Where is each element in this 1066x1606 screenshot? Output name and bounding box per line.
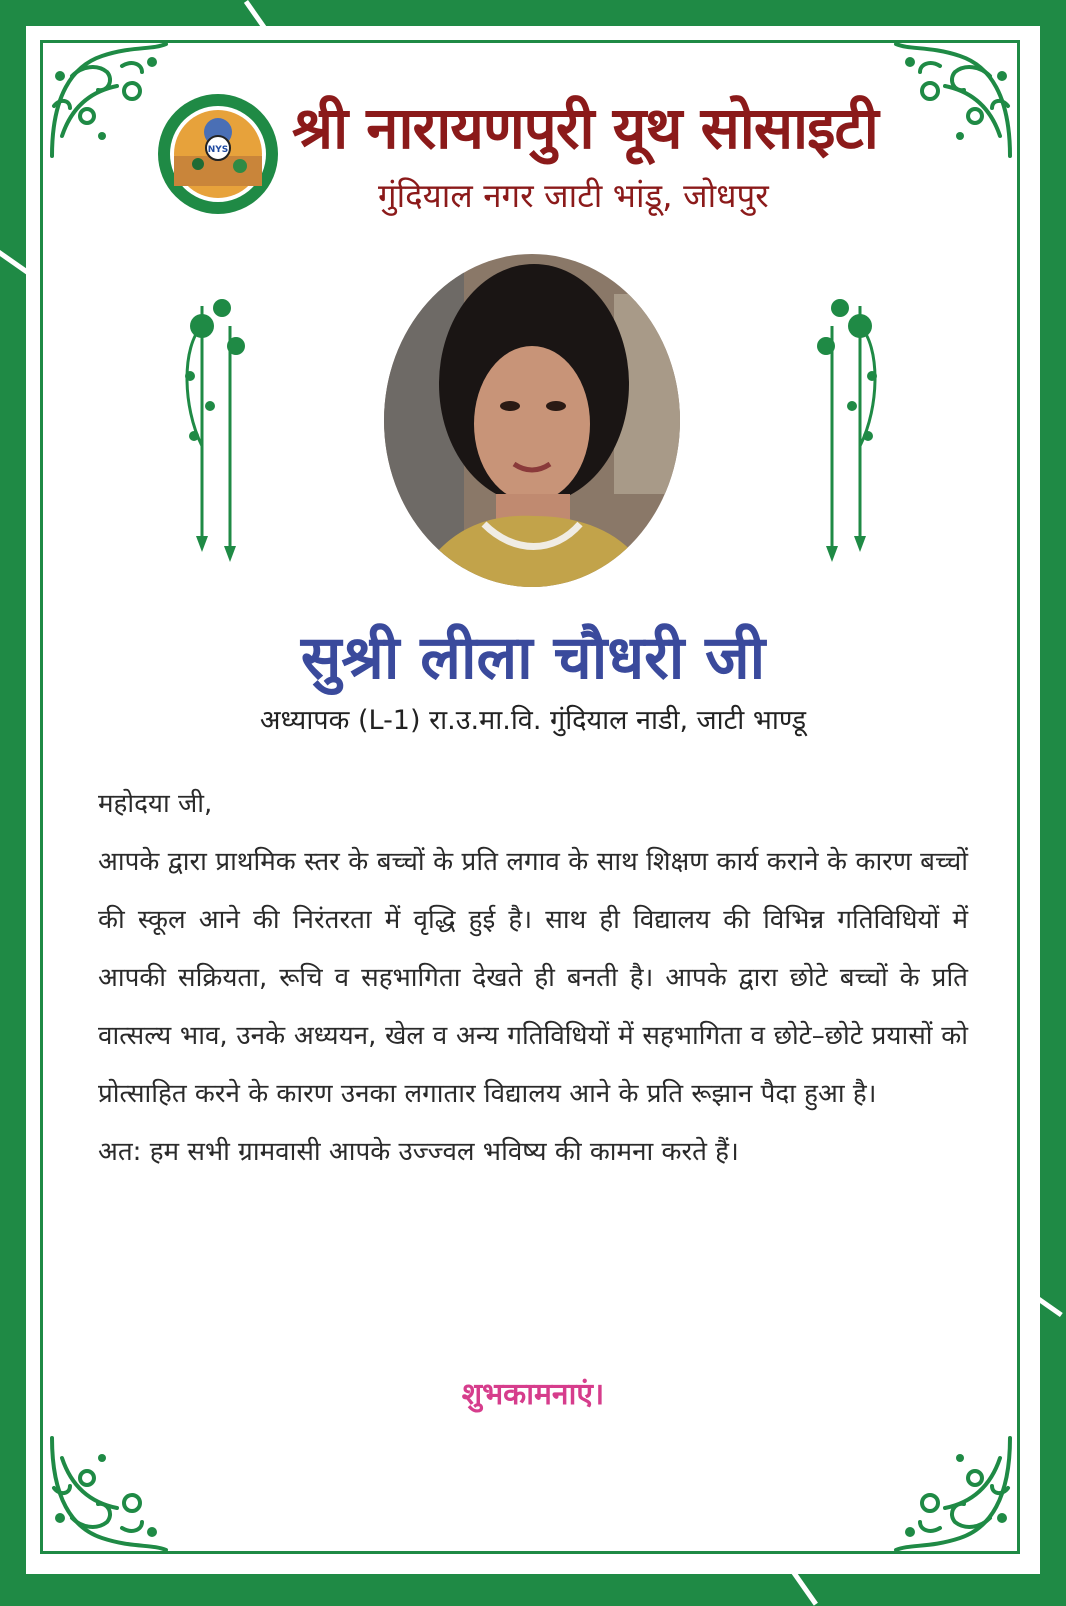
- frame-stripe: [791, 1570, 818, 1606]
- society-address: गुंदियाल नगर जाटी भांडू, जोधपुर: [378, 176, 769, 215]
- letter-body: [98, 775, 968, 1181]
- floral-corner-icon: [42, 36, 172, 166]
- letter-salutation: महोदया जी,: [98, 789, 213, 819]
- floral-corner-icon: [42, 1428, 172, 1558]
- letter-paragraph: आपके द्वारा प्राथमिक स्तर के बच्चों के प्रति लगाव के साथ शिक्षण कार्य कराने के कारण बच्चों की स्कूल आने की निरंतरता में वृद्धि हुई है। साथ ही विद्यालय की विभिन्न गतिविधियों में आपकी सक्रियता, रूचि व सहभागिता देखते ही बनती है। आपके द्वारा छोटे बच्चों के प्रति वात्सल्य भाव, उनके अध्ययन, खेल व अन्य गतिविधियों में सहभागिता व छोटे–छोटे प्रयासों को प्रोत्साहित करने के कारण उनका लगातार विद्यालय आने के प्रति रूझान पैदा हुआ है।: [98, 847, 968, 1109]
- society-title: श्री नारायणपुरी यूथ सोसाइटी: [292, 94, 878, 162]
- logo-text: NYS: [207, 145, 229, 155]
- honoree-name: सुश्री लीला चौधरी जी: [300, 623, 766, 693]
- floral-corner-icon: [890, 1428, 1020, 1558]
- letter-closing: अत: हम सभी ग्रामवासी आपके उज्ज्वल भविष्य की कामना करते हैं।: [98, 1137, 739, 1167]
- society-logo: [156, 92, 280, 216]
- portrait-photo: [384, 254, 680, 587]
- honoree-designation: अध्यापक (L-1) रा.उ.मा.वि. गुंदियाल नाडी, जाटी भाण्डू: [259, 705, 807, 736]
- hanging-garland-icon: [172, 286, 262, 586]
- hanging-garland-icon: [800, 286, 890, 586]
- best-wishes-text: शुभकामनाएं।: [461, 1377, 605, 1412]
